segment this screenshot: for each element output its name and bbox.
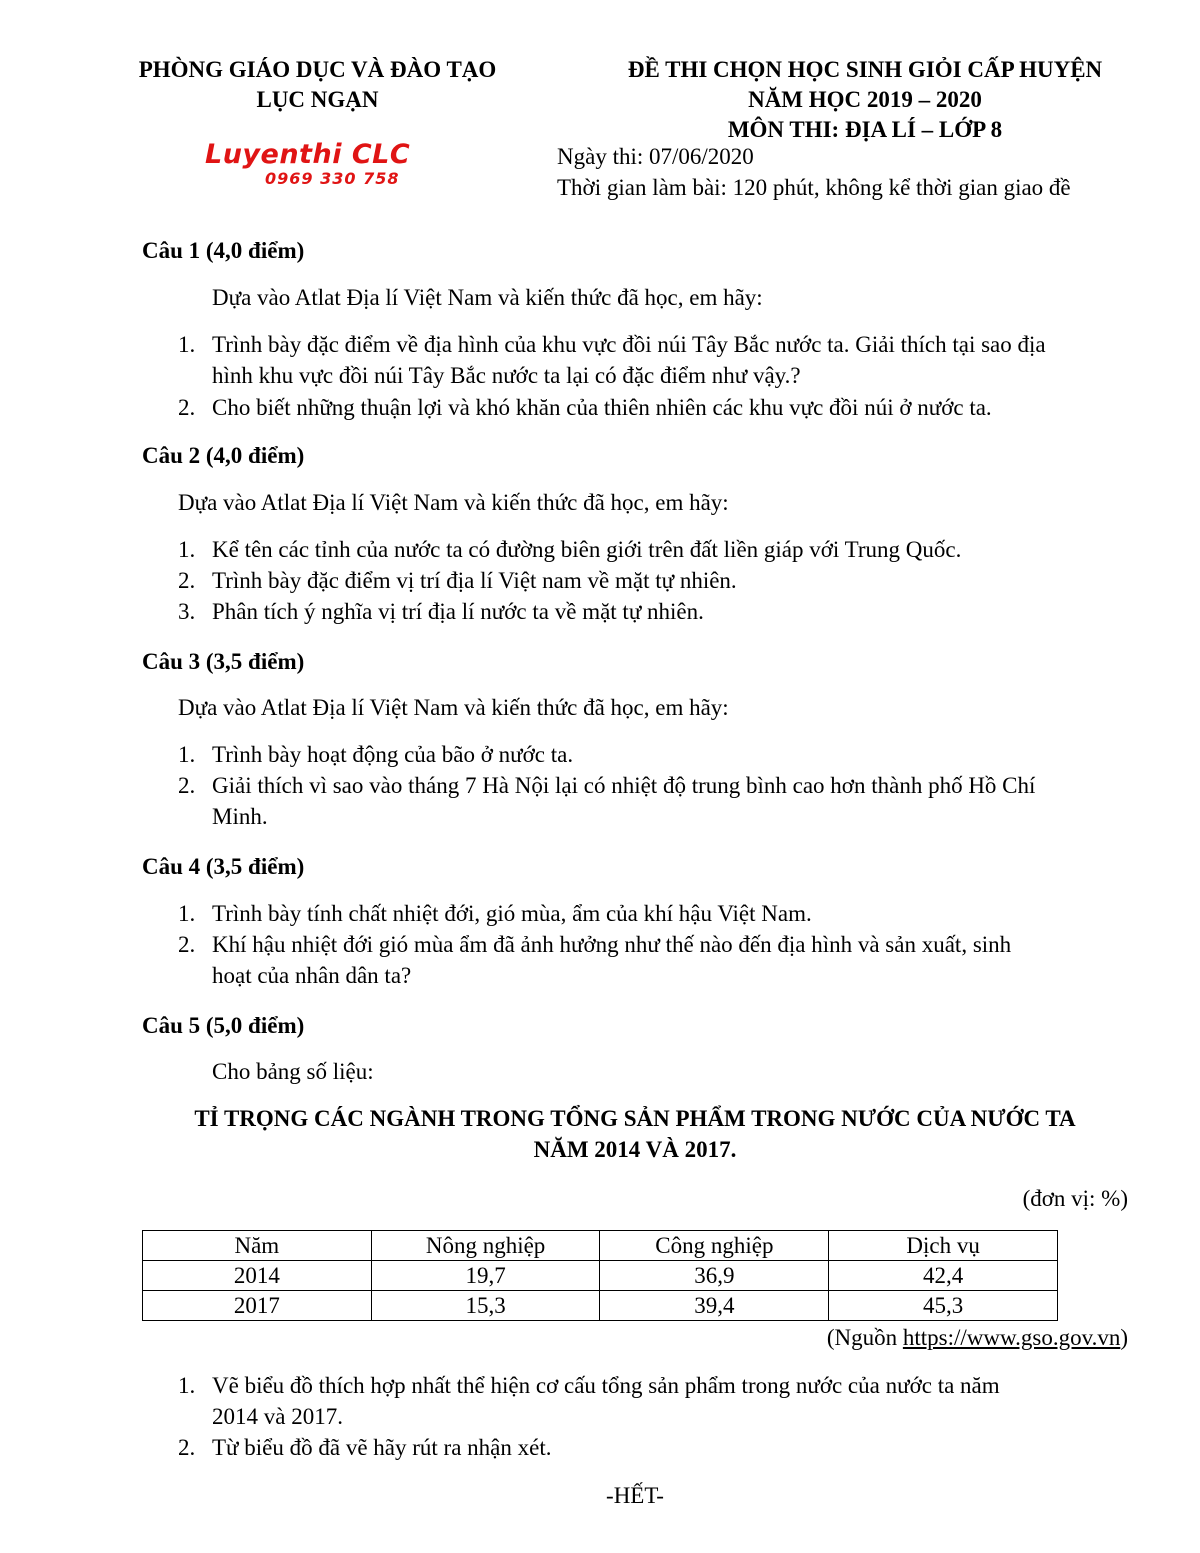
table-cell: 2014 <box>143 1261 372 1291</box>
table-cell: 36,9 <box>600 1261 829 1291</box>
list-item: 1. Kể tên các tỉnh của nước ta có đường biên giới trên đất liền giáp với Trung Quốc. 2. Trình bày đặc điểm vị trí địa lí Việt nam về mặt tự nhiên. 3. Phân tích ý nghĩa vị trí địa lí nước ta về mặt tự nhiên. <box>178 537 962 624</box>
end-marker: -HẾT- <box>606 1483 664 1508</box>
table-title: TỈ TRỌNG CÁC NGÀNH TRONG TỔNG SẢN PHẨM TRONG NƯỚC CỦA NƯỚC TA NĂM 2014 VÀ 2017. <box>194 1106 1076 1162</box>
department-name: PHÒNG GIÁO DỤC VÀ ĐÀO TẠO <box>138 57 497 82</box>
source-link[interactable]: https://www.gso.gov.vn <box>902 1325 1121 1350</box>
q3-title: Câu 3 (3,5 điểm) <box>142 649 305 674</box>
table-row <box>143 1291 1058 1321</box>
q2-title: Câu 2 (4,0 điểm) <box>142 443 305 468</box>
q5-intro: Cho bảng số liệu: <box>212 1059 374 1084</box>
data-table <box>142 1230 1058 1321</box>
subject: MÔN THI: ĐỊA LÍ – LỚP 8 <box>727 117 1003 142</box>
list-item: 1. Trình bày đặc điểm về địa hình của khu vực đồi núi Tây Bắc nước ta. Giải thích tại sao địa hình khu vực đồi núi Tây Bắc nước ta lại có đặc điểm như vậy.? <box>178 332 1046 388</box>
q4-title: Câu 4 (3,5 điểm) <box>142 854 305 879</box>
source-note: (Nguồn https://www.gso.gov.vn) <box>826 1325 1128 1350</box>
table-cell: 39,4 <box>600 1291 829 1321</box>
header-left <box>110 55 525 115</box>
table-cell: 42,4 <box>829 1261 1058 1291</box>
list-item: 1. Trình bày hoạt động của bão ở nước ta. 2. Giải thích vì sao vào tháng 7 Hà Nội lại có nhiệt độ trung bình cao hơn thành phố Hồ Chí Minh. <box>178 742 1036 829</box>
q5-title: Câu 5 (5,0 điểm) <box>142 1013 305 1038</box>
table-cell: 45,3 <box>829 1291 1058 1321</box>
list-item: 2. Cho biết những thuận lợi và khó khăn của thiên nhiên các khu vực đồi núi ở nước ta. <box>178 395 992 420</box>
table-cell: 2017 <box>143 1291 372 1321</box>
column-header: Năm <box>143 1231 372 1261</box>
header-right <box>590 55 1140 145</box>
district-name: LỤC NGẠN <box>256 87 379 112</box>
exam-date: Ngày thi: 07/06/2020 <box>557 144 754 169</box>
logo-name: Luyenthi CLC <box>205 139 411 170</box>
q2-intro: Dựa vào Atlat Địa lí Việt Nam và kiến thức đã học, em hãy: <box>178 490 729 515</box>
column-header: Công nghiệp <box>600 1231 829 1261</box>
school-year: NĂM HỌC 2019 – 2020 <box>748 87 982 112</box>
list-item: 1. Trình bày tính chất nhiệt đới, gió mùa, ẩm của khí hậu Việt Nam. 2. Khí hậu nhiệt đới gió mùa ẩm đã ảnh hưởng như thế nào đến địa hình và sản xuất, sinh hoạt của nhân dân ta? <box>178 901 1012 988</box>
logo <box>205 140 435 188</box>
q1-intro: Dựa vào Atlat Địa lí Việt Nam và kiến thức đã học, em hãy: <box>212 285 763 310</box>
list-item: 1. Vẽ biểu đồ thích hợp nhất thể hiện cơ cấu tổng sản phẩm trong nước của nước ta năm 2014 và 2017. 2. Từ biểu đồ đã vẽ hãy rút ra nhận xét. <box>178 1373 1000 1460</box>
table-header-row <box>143 1231 1058 1261</box>
exam-title: ĐỀ THI CHỌN HỌC SINH GIỎI CẤP HUYỆN <box>627 57 1103 82</box>
column-header: Nông nghiệp <box>371 1231 600 1261</box>
logo-phone: 0969 330 758 <box>265 169 400 188</box>
column-header: Dịch vụ <box>829 1231 1058 1261</box>
table-cell: 19,7 <box>371 1261 600 1291</box>
q3-intro: Dựa vào Atlat Địa lí Việt Nam và kiến thức đã học, em hãy: <box>178 695 729 720</box>
unit-label: (đơn vị: %) <box>1022 1186 1128 1211</box>
table-row <box>143 1261 1058 1291</box>
exam-duration: Thời gian làm bài: 120 phút, không kể thời gian giao đề <box>557 175 1071 200</box>
table-cell: 15,3 <box>371 1291 600 1321</box>
q1-title: Câu 1 (4,0 điểm) <box>142 238 305 263</box>
